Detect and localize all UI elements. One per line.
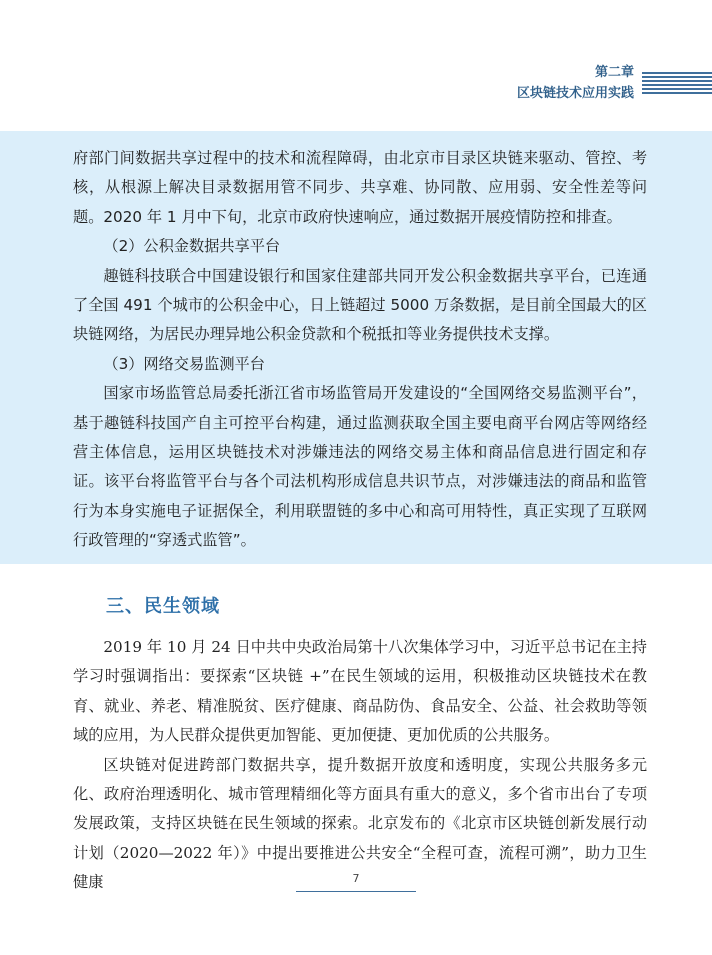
chapter-label: 第二章 — [594, 65, 634, 80]
body-paragraph-2: 区块链对促进跨部门数据共享，提升数据开放度和透明度，实现公共服务多元化、政府治理透明化、城市管理精细化等方面具有重大的意义，多个省市出台了专项发展政策，支持区块链在民生领域的探索。北京发布的《北京市区块链创新发展行动计划（2020—2022 年）》中提出要推进公共安全“全程可查，流程可溯”，助力卫生健康 — [73, 755, 647, 892]
body-paragraph-1: 2019 年 10 月 24 日中共中央政治局第十八次集体学习中，习近平总书记在主持学习时强调指出：要探索“区块链 +”在民生领域的运用，积极推动区块链技术在教育、就业、养老、精准脱贫、医疗健康、商品防伪、食品安全、公益、社会救助等领域的应用，为人民群众提供更加智能、更加便捷、更加优质的公共服务。 — [73, 638, 647, 745]
chapter-title: 区块链技术应用实践 — [516, 86, 634, 101]
header-stripes-decoration — [642, 72, 712, 96]
section-heading: 三、民生领域 — [106, 596, 220, 617]
box-heading-3: （3）网络交易监测平台 — [103, 354, 265, 373]
main-body-text — [73, 633, 647, 898]
box-paragraph-2: 趣链科技联合中国建设银行和国家住建部共同开发公积金数据共享平台，已连通了全国 491 个城市的公积金中心，日上链超过 5000 万条数据，是目前全国最大的区块链网络，为居民办理异地公积金贷款和个税抵扣等业务提供技术支撑。 — [73, 266, 647, 344]
box-heading-2: （2）公积金数据共享平台 — [103, 237, 281, 256]
box-paragraph-1: 府部门间数据共享过程中的技术和流程障碍，由北京市目录区块链来驱动、管控、考核，从根源上解决目录数据用管不同步、共享难、协同散、应用弱、安全性差等问题。2020 年 1 月中下旬，北京市政府快速响应，通过数据开展疫情防控和排查。 — [73, 149, 647, 226]
highlight-box-text — [73, 144, 647, 556]
chapter-header — [517, 64, 634, 104]
page-number: 7 — [352, 872, 360, 885]
box-paragraph-3: 国家市场监管总局委托浙江省市场监管局开发建设的“全国网络交易监测平台”，基于趣链科技国产自主可控平台构建，通过监测获取全国主要电商平台网店等网络经营主体信息，运用区块链技术对涉嫌违法的网络交易主体和商品信息进行固定和存证。该平台将监管平台与各个司法机构形成信息共识节点，对涉嫌违法的商品和监管行为本身实施电子证据保全，利用联盟链的多中心和高可用特性，真正实现了互联网行政管理的“穿透式监管”。 — [73, 384, 647, 550]
footer-rule — [296, 891, 416, 892]
